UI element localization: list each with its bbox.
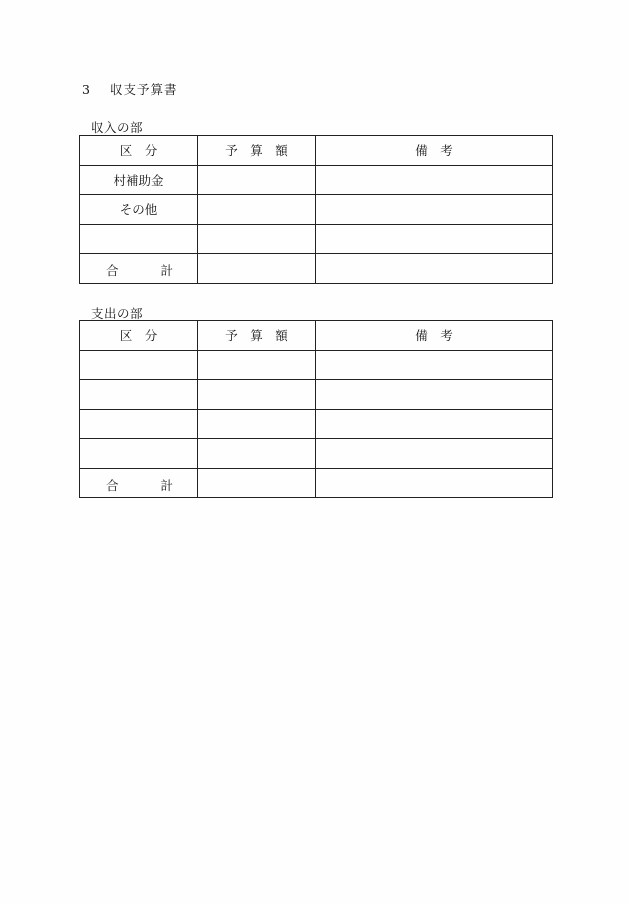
expense-header-category: 区 分: [80, 321, 198, 351]
expense-header-note: 備 考: [316, 321, 553, 351]
income-total-amount[interactable]: [198, 254, 316, 284]
expense-row-note[interactable]: [316, 380, 553, 410]
expense-row-note[interactable]: [316, 409, 553, 439]
income-total-note[interactable]: [316, 254, 553, 284]
table-row: [80, 409, 553, 439]
table-row: [80, 439, 553, 469]
expense-total-row: [80, 468, 553, 498]
income-total-row: [80, 254, 553, 284]
income-row-amount[interactable]: [198, 224, 316, 254]
income-section-label: 収入の部: [91, 120, 144, 135]
expense-row-category[interactable]: [80, 380, 198, 410]
expense-row-amount[interactable]: [198, 439, 316, 469]
expense-row-amount[interactable]: [198, 350, 316, 380]
expense-row-category[interactable]: [80, 439, 198, 469]
expense-total-note[interactable]: [316, 468, 553, 498]
income-row-category[interactable]: その他: [80, 195, 198, 225]
expense-row-note[interactable]: [316, 439, 553, 469]
table-row: [80, 350, 553, 380]
income-row-note[interactable]: [316, 224, 553, 254]
expense-header-amount: 予 算 額: [198, 321, 316, 351]
income-row-note[interactable]: [316, 195, 553, 225]
table-row: [80, 195, 553, 225]
income-table: [79, 135, 553, 284]
income-header-category: 区 分: [80, 136, 198, 166]
income-row-amount[interactable]: [198, 195, 316, 225]
expense-header-row: [80, 321, 553, 351]
income-row-amount[interactable]: [198, 165, 316, 195]
expense-total-amount[interactable]: [198, 468, 316, 498]
expense-row-category[interactable]: [80, 409, 198, 439]
expense-total-label: [80, 468, 198, 498]
income-header-note: 備 考: [316, 136, 553, 166]
expense-section-label: 支出の部: [91, 306, 144, 321]
expense-total-left: 合: [106, 477, 119, 493]
expense-row-amount[interactable]: [198, 380, 316, 410]
section-number: 3: [82, 82, 91, 97]
income-row-category[interactable]: [80, 224, 198, 254]
expense-row-category[interactable]: [80, 350, 198, 380]
income-total-right: 計: [160, 263, 173, 278]
income-row-category[interactable]: 村補助金: [80, 165, 198, 195]
table-row: [80, 165, 553, 195]
section-heading: [82, 80, 177, 98]
income-header-amount: 予 算 額: [198, 136, 316, 166]
section-title: 収支予算書: [109, 82, 178, 97]
expense-total-right: 計: [160, 477, 173, 493]
income-total-label: [80, 254, 198, 284]
table-row: [80, 224, 553, 254]
table-row: [80, 380, 553, 410]
income-total-left: 合: [106, 263, 119, 278]
expense-row-amount[interactable]: [198, 409, 316, 439]
income-row-note[interactable]: [316, 165, 553, 195]
income-header-row: [80, 136, 553, 166]
expense-table: [79, 320, 553, 498]
expense-row-note[interactable]: [316, 350, 553, 380]
